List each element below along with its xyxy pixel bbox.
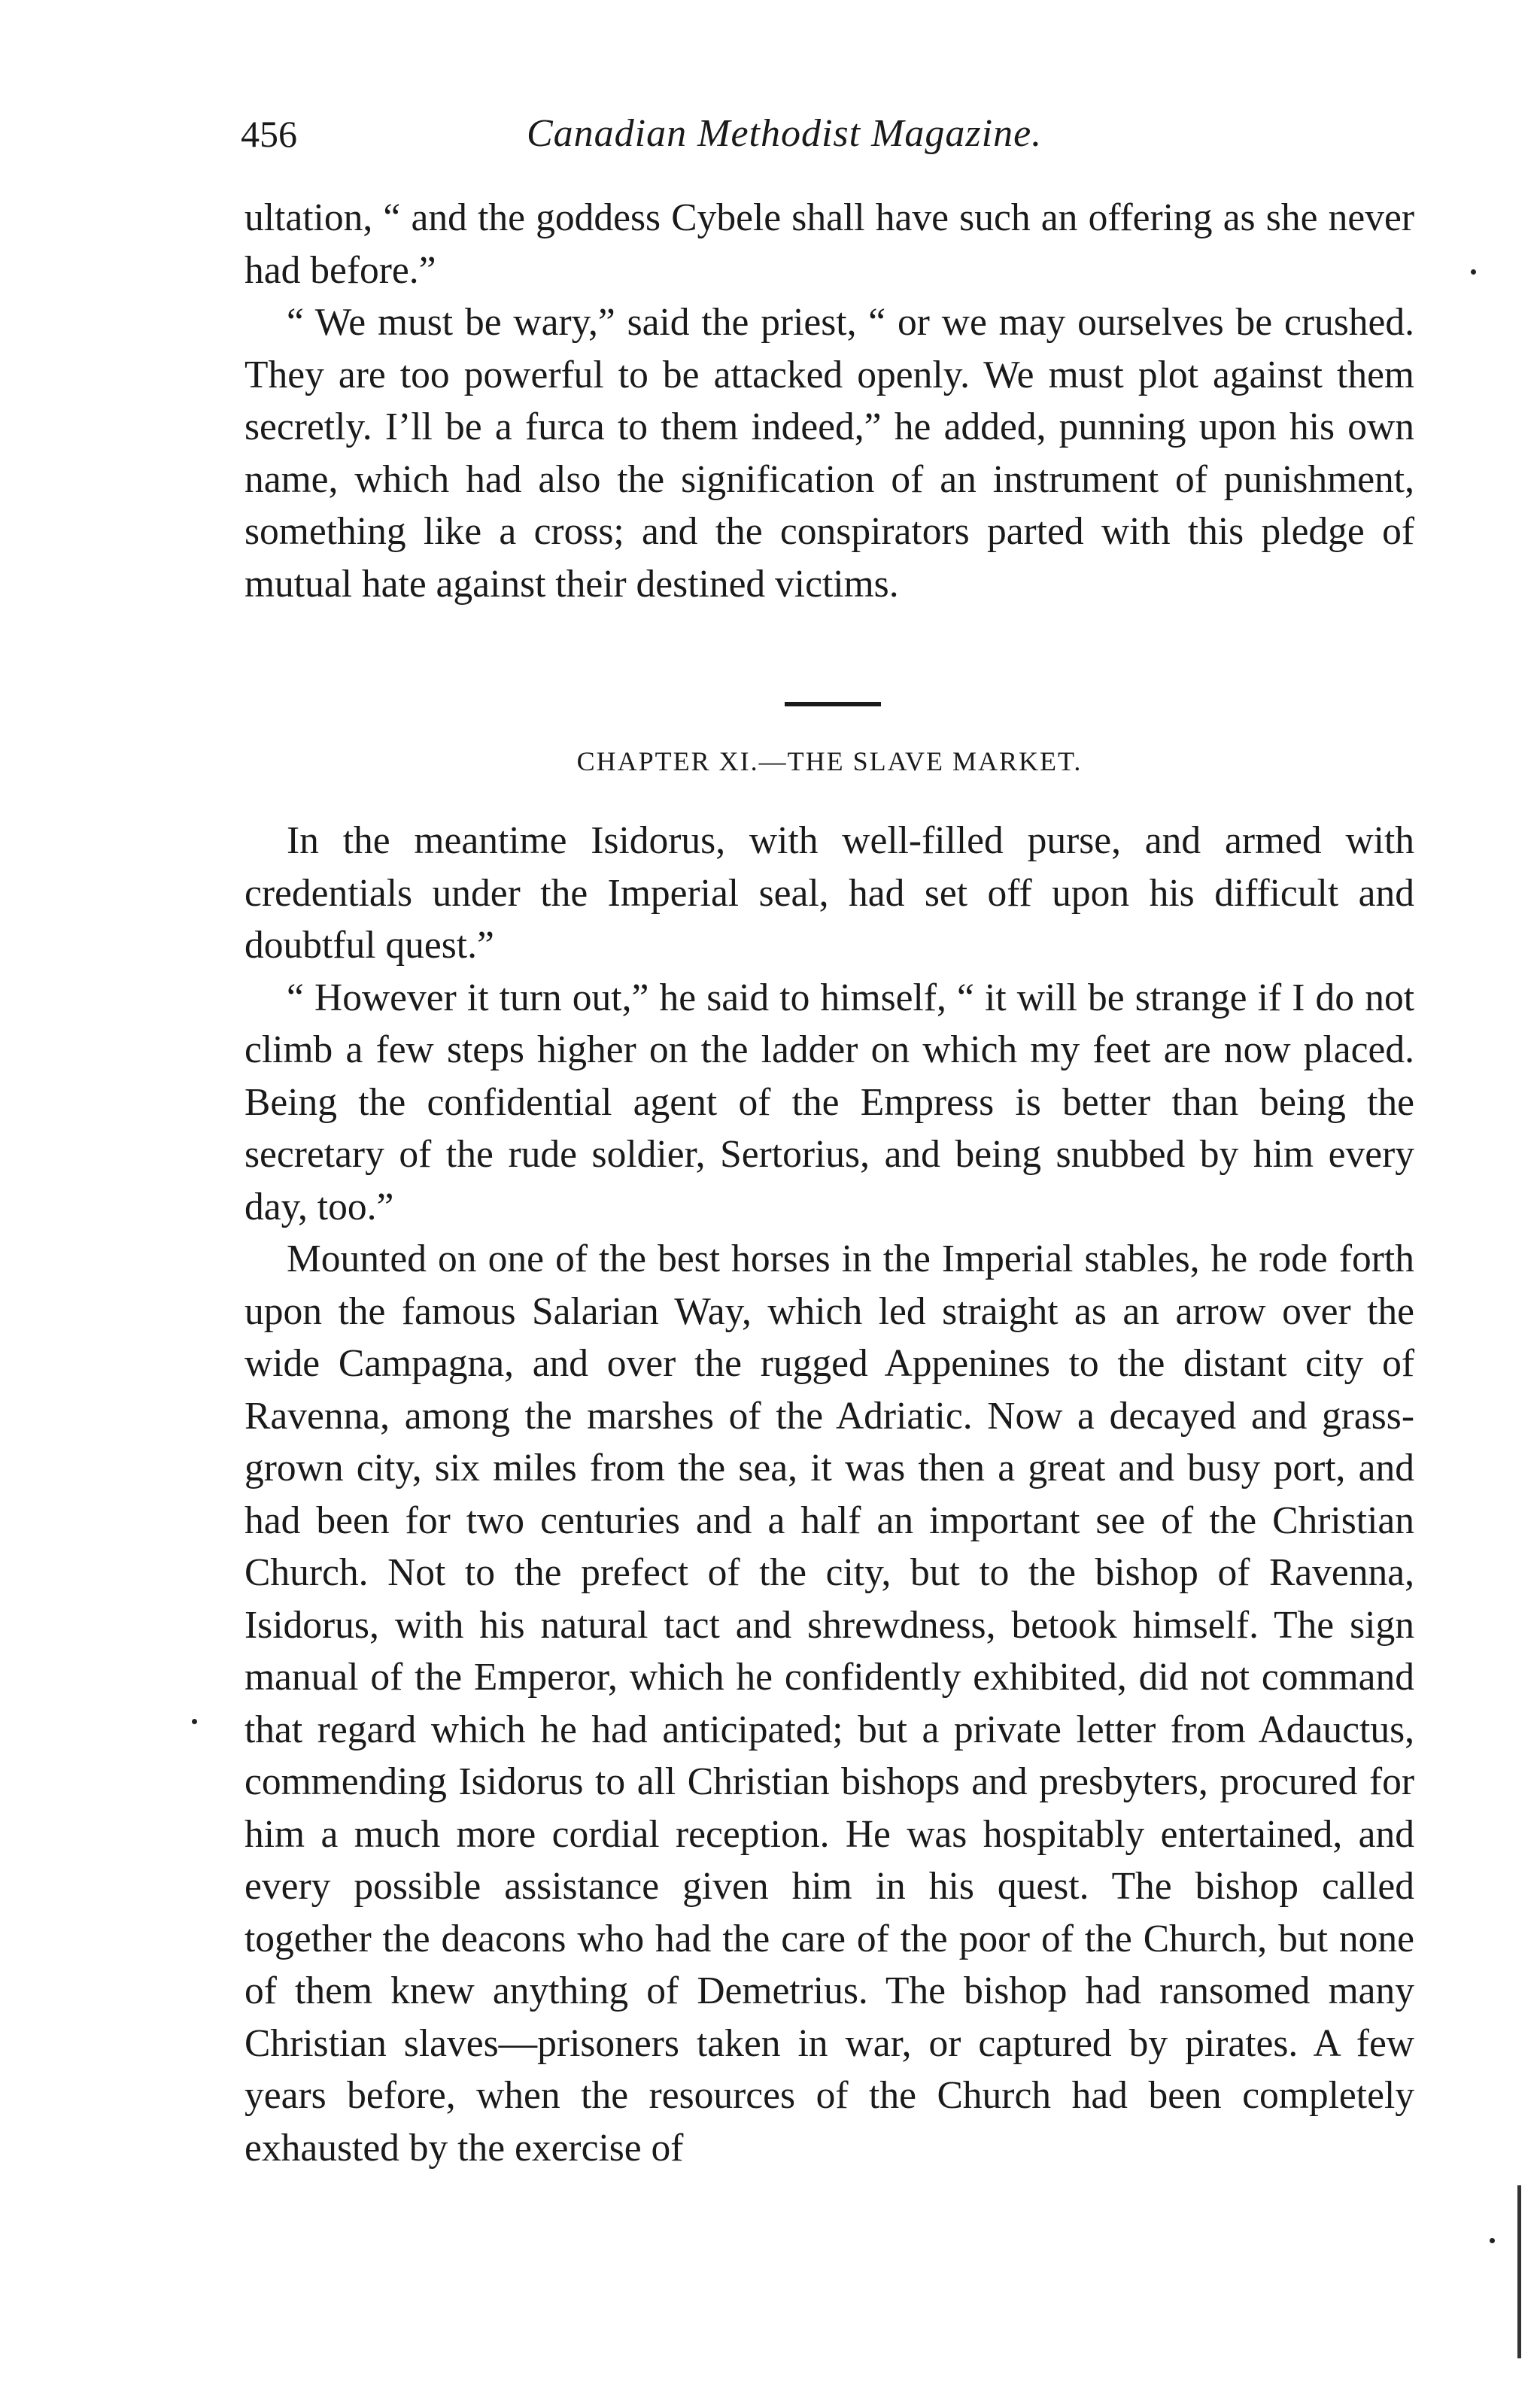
paragraph: ultation, “ and the goddess Cybele shall have such an offering as she never had before.”: [245, 196, 1414, 292]
text-section-chapter-body: [245, 815, 1414, 2174]
print-speck: [1471, 269, 1476, 275]
chapter-heading: CHAPTER XI.—THE SLAVE MARKET.: [576, 746, 1083, 776]
page-edge-mark: [1517, 2185, 1521, 2358]
page-header: [241, 104, 1414, 164]
page-number: 456: [241, 113, 297, 155]
print-speck: [1490, 2238, 1495, 2243]
print-speck: [192, 1719, 197, 1724]
paragraph: “ However it turn out,” he said to himself, “ it will be strange if I do not climb a few steps higher on the ladder on which my feet are now placed. Being the confidential agent of the Empress is better than being the secretary of the rude soldier, Sertorius, and being snubbed by him every day, too.”: [245, 976, 1414, 1228]
section-divider-rule: [785, 702, 881, 706]
text-section-before-chapter: [245, 192, 1414, 610]
paragraph: Mounted on one of the best horses in the Imperial stables, he rode forth upon the famous Salarian Way, which led straight as an arrow over the wide Campagna, and over the rugged Appenines to the distant city of Ravenna, among the marshes of the Adriatic. Now a decayed and grass-grown city, six miles from the sea, it was then a great and busy port, and had been for two centuries and a half an important see of the Christian Church. Not to the prefect of the city, but to the bishop of Ravenna, Isidorus, with his natural tact and shrewdness, betook himself. The sign manual of the Emperor, which he confidently exhibited, did not command that regard which he had anticipated; but a private letter from Adauctus, commending Isidorus to all Christian bishops and presbyters, procured for him a much more cordial reception. He was hospitably entertained, and every possible assistance given him in his quest. The bishop called together the deacons who had the care of the poor of the Church, but none of them knew anything of Demetrius. The bishop had ransomed many Christian slaves—prisoners taken in war, or captured by pirates. A few years before, when the resources of the Church had been completely exhausted by the exercise of: [245, 1237, 1414, 2170]
running-title: Canadian Methodist Magazine.: [527, 112, 1043, 155]
paragraph: “ We must be wary,” said the priest, “ or we may ourselves be crushed. They are too powerful to be attacked openly. We must plot against them secretly. I’ll be a furca to them indeed,” he added, punning upon his own name, which had also the signification of an instrument of punishment, something like a cross; and the conspirators parted with this pledge of mutual hate against their destined victims.: [245, 301, 1414, 606]
paragraph: In the meantime Isidorus, with well-filled purse, and armed with credentials under the Imperial seal, had set off upon his difficult and doubtful quest.”: [245, 819, 1414, 967]
